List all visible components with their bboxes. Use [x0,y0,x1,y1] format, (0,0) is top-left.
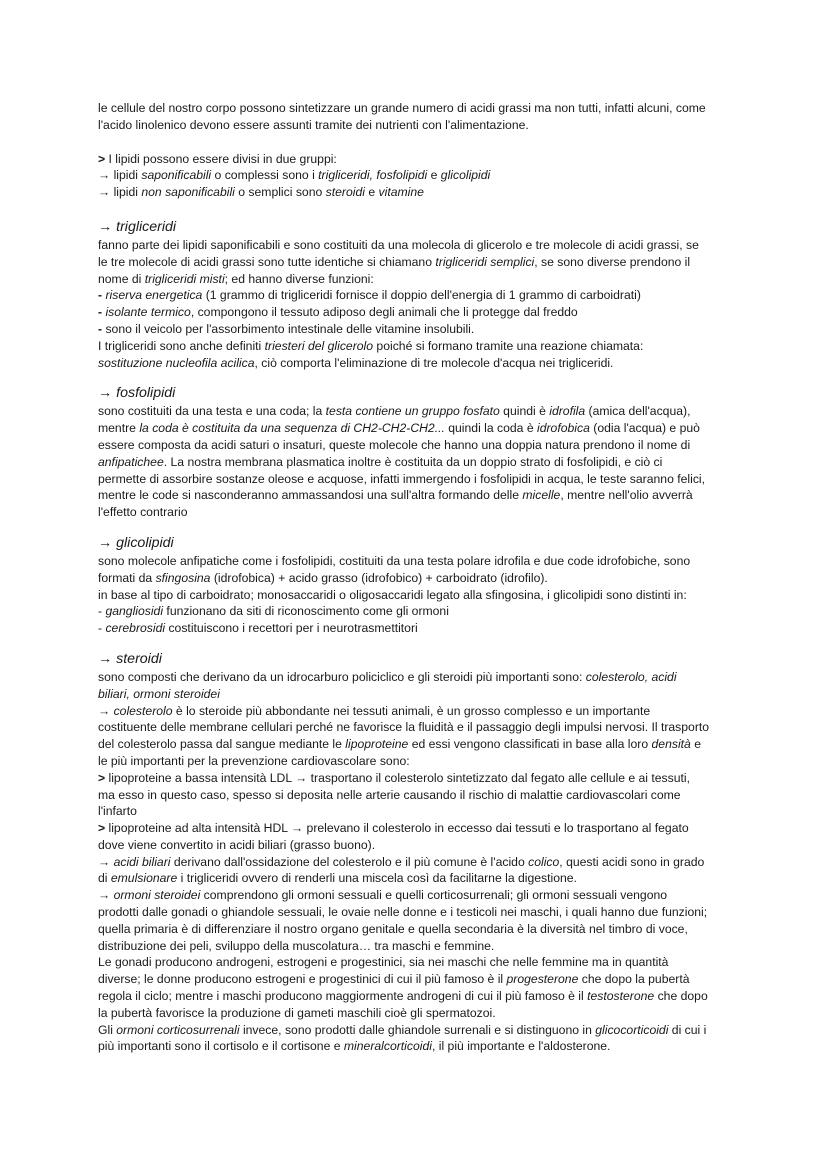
section-heading-fosfolipidi: → fosfolipidi [98,385,176,402]
text-line: del colesterolo passa dal sangue mediante le lipoproteine ed essi vengono classificati in base alla loro densità e [98,737,702,752]
list-item: - isolante termico, compongono il tessuto adiposo degli animali che li protegge dal freddo [98,305,578,320]
text-line: sono composti che derivano da un idrocarburo policiclico e gli steroidi più importanti sono: colesterolo, acidi [98,669,677,684]
text-line: sono molecole anfipatiche come i fosfolipidi, costituiti da una testa polare idrofila e due code idrofobiche, sono [98,553,691,568]
list-item: - riserva energetica (1 grammo di trigliceridi fornisce il doppio dell'energia di 1 grammo di carboidrati) [98,288,641,303]
text-line: → colesterolo è lo steroide più abbondante nei tessuti animali, è un grosso complesso e un importante [98,703,651,718]
text-line: regola il ciclo; mentre i maschi producono maggiormente androgeni di cui il più famoso è il testosterone che dopo [98,989,708,1004]
list-item: - cerebrosidi costituiscono i recettori per i neurotrasmettitori [98,621,418,636]
text-line: biliari, ormoni steroidei [98,686,220,701]
text-line: > lipoproteine a bassa intensità LDL → trasportano il colesterolo sintetizzato dal fegato alle cellule e ai tessuti, [98,770,691,785]
list-item: - sono il veicolo per l'assorbimento intestinale delle vitamine insolubili. [98,321,475,336]
text-line: la pubertà favorisce la produzione di gameti maschili cioè gli spermatozoi. [98,1005,496,1020]
text-line: l'infarto [98,804,137,819]
text-line: > lipoproteine ad alta intensità HDL → prelevano il colesterolo in eccesso dai tessuti e lo trasportano al fegato [98,821,689,836]
text-line: le tre molecole di acidi grassi sono tutte identiche si chiamano trigliceridi semplici, se sono diverse prendono il [98,254,691,269]
text-line: le più importanti per la prevenzione cardiovascolare sono: [98,753,410,768]
text-line: → ormoni steroidei comprendono gli ormoni sessuali e quelli corticosurrenali; gli ormoni sessuali vengono [98,888,668,903]
text-line: più importanti sono il cortisolo e il cortisone e mineralcorticoidi, il più importante e l'aldosterone. [98,1039,611,1054]
groups-item: → lipidi non saponificabili o semplici sono steroidi e vitamine [98,185,424,200]
text-line: formati da sfingosina (idrofobica) + acido grasso (idrofobico) + carboidrato (idrofilo). [98,570,548,585]
text-line: sono costituiti da una testa e una coda; la testa contiene un gruppo fosfato quindi è idrofila (amica dell'acqua), [98,404,691,419]
text-line: l'effetto contrario [98,505,188,520]
text-line: costituente delle membrane cellulari perché ne favorisce la fluidità e il passaggio degli impulsi nervosi. Il trasporto [98,720,710,735]
text-line: nome di trigliceridi misti; ed hanno diverse funzioni: [98,271,374,286]
text-line: quella primaria è di differenziare il nostro organo genitale e quella secondaria è la diversità nel timbro di voce, [98,921,688,936]
text-line: distribuzione dei peli, sviluppo della muscolatura… tra maschi e femmine. [98,938,495,953]
text-line: I trigliceridi sono anche definiti triesteri del glicerolo poiché si formano tramite una reazione chiamata: [98,338,644,353]
intro-line: l'acido linolenico devono essere assunti tramite dei nutrienti con l'alimentazione. [98,117,529,132]
document-page [98,100,738,1055]
text-line: permette di assorbire sostanze oleose e acquose, infatti immergendo i fosfolipidi in acqua, le teste saranno felici, [98,471,706,486]
groups-line: > I lipidi possono essere divisi in due gruppi: [98,151,337,166]
text-line: mentre la coda è costituita da una sequenza di CH2-CH2-CH2... quindi la coda è idrofobica (odia l'acqua) e può [98,421,700,436]
section-heading-steroidi: → steroidi [98,650,162,667]
text-line: prodotti dalle gonadi o ghiandole sessuali, le ovaie nelle donne e i testicoli nei maschi, i quali hanno due funzioni; [98,905,708,920]
text-line: mentre le code si nasconderanno ammassandosi una sull'altra formando delle micelle, mentre nell'olio avverrà [98,488,693,503]
text-line: in base al tipo di carboidrato; monosaccaridi o oligosaccaridi legato alla sfingosina, i glicolipidi sono distinti in: [98,587,687,602]
text-line: fanno parte dei lipidi saponificabili e sono costituiti da una molecola di glicerolo e tre molecole di acidi grassi, se [98,237,699,252]
list-item: - gangliosidi funzionano da siti di riconoscimento come gli ormoni [98,604,449,619]
section-heading-trigliceridi: → trigliceridi [98,218,177,235]
text-line: anfipatichee. La nostra membrana plasmatica inoltre è costituita da un doppio strato di fosfolipidi, e ciò ci [98,454,663,469]
text-line: → acidi biliari derivano dall'ossidazione del colesterolo e il più comune è l'acido colico, questi acidi sono in grado [98,854,705,869]
section-heading-glicolipidi: → glicolipidi [98,534,174,551]
text-line: Gli ormoni corticosurrenali invece, sono prodotti dalle ghiandole surrenali e si distinguono in glicocorticoidi di cui i [98,1022,707,1037]
text-line: dove viene convertito in acidi biliari (grasso buono). [98,837,376,852]
text-line: sostituzione nucleofila acilica, ciò comporta l'eliminazione di tre molecole d'acqua nei trigliceridi. [98,355,614,370]
intro-line: le cellule del nostro corpo possono sintetizzare un grande numero di acidi grassi ma non tutti, infatti alcuni, come [98,101,706,115]
text-line: di emulsionare i trigliceridi ovvero di renderli una miscela così da facilitarne la digestione. [98,871,577,886]
text-line: diverse; le donne producono estrogeni e progestinici di cui il più famoso è il progesterone che dopo la pubertà [98,972,690,987]
groups-item: → lipidi saponificabili o complessi sono i trigliceridi, fosfolipidi e glicolipidi [98,168,491,183]
text-line: essere composta da acidi saturi o insaturi, queste molecole che hanno una doppia natura prendono il nome di [98,437,691,452]
text-line: ma esso in questo caso, spesso si deposita nelle arterie causando il rischio di malattie cardiovascolari come [98,787,681,802]
text-line: Le gonadi producono androgeni, estrogeni e progestinici, sia nei maschi che nelle femmine ma in quantità [98,955,669,970]
